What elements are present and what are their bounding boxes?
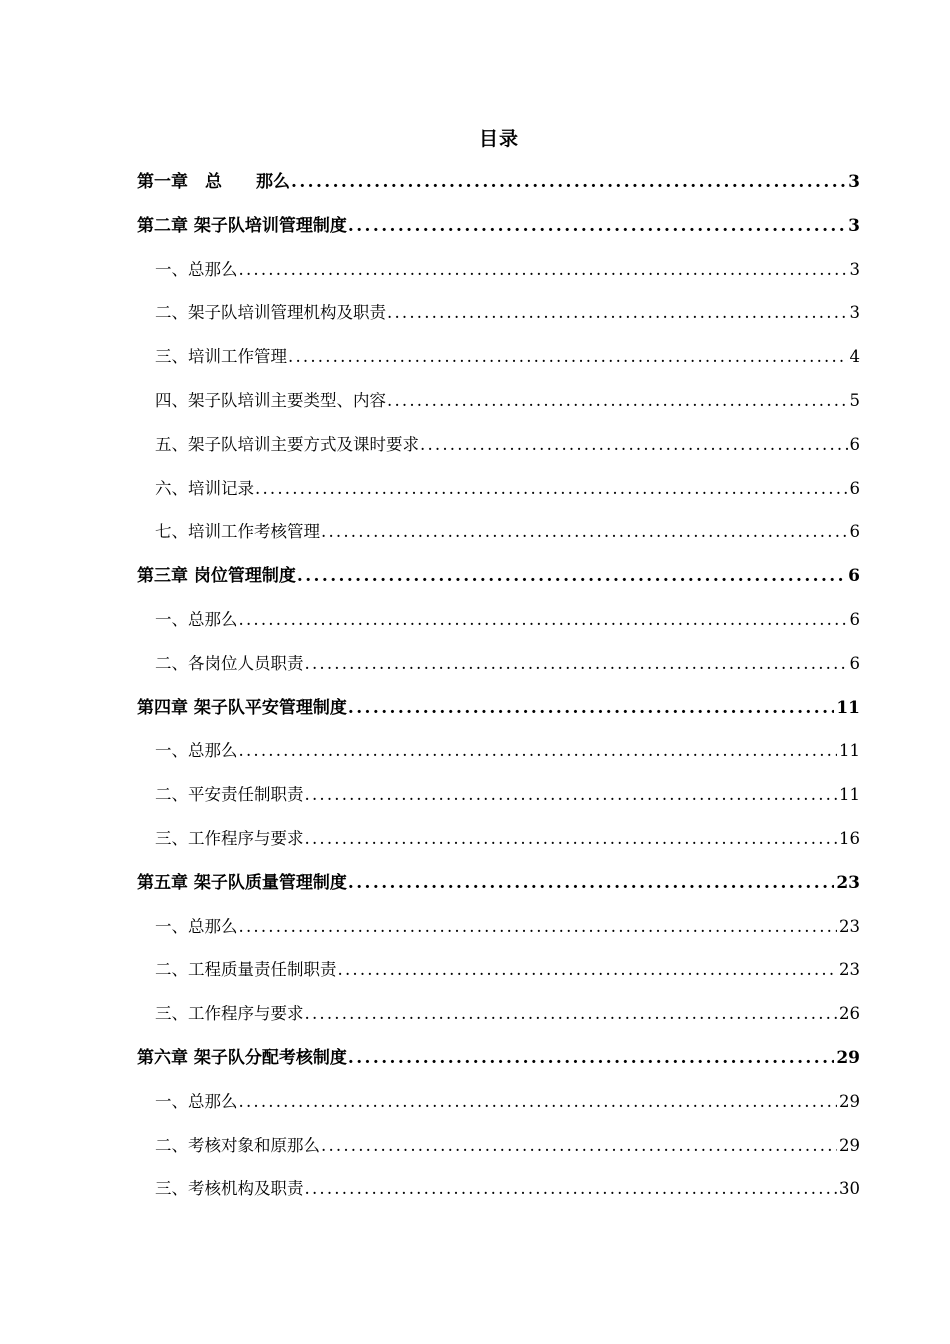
toc-dot-leader [348, 1040, 834, 1076]
toc-page-number: 16 [839, 828, 860, 848]
toc-dot-leader [305, 821, 838, 857]
toc-title: 目录 [478, 128, 519, 150]
toc-page-number: 6 [848, 566, 860, 587]
toc-entry-label: 第一章 总 那么 [137, 172, 290, 192]
toc-entry-label: 第五章 架子队质量管理制度 [137, 872, 347, 893]
toc-dot-leader [305, 996, 838, 1032]
toc-chapter-entry[interactable] [137, 164, 860, 208]
toc-page-number: 26 [839, 1004, 860, 1024]
toc-page-number: 11 [839, 785, 860, 805]
toc-dot-leader [305, 1171, 838, 1207]
toc-dot-leader [239, 909, 838, 945]
toc-entry-label: 一、总那么 [155, 609, 238, 629]
toc-section-entry[interactable] [137, 1128, 860, 1172]
toc-entry-label: 第四章 架子队平安管理制度 [137, 697, 347, 718]
toc-dot-leader [420, 427, 848, 463]
toc-section-entry[interactable] [137, 427, 860, 471]
toc-dot-leader [305, 777, 838, 813]
toc-entry-label: 二、架子队培训管理机构及职责 [155, 303, 386, 323]
toc-page-number: 11 [836, 697, 860, 718]
toc-chapter-entry[interactable] [137, 208, 860, 252]
toc-section-entry[interactable] [137, 1171, 860, 1215]
toc-entry-label: 一、总那么 [155, 1091, 238, 1111]
toc-entry-label: 六、培训记录 [155, 478, 254, 498]
toc-entry-label: 二、平安责任制职责 [155, 785, 304, 805]
toc-entry-label: 四、架子队培训主要类型、内容 [155, 390, 386, 410]
toc-page-number: 6 [849, 434, 860, 454]
toc-dot-leader [255, 471, 848, 507]
toc-page-number: 5 [849, 390, 860, 410]
toc-page-number: 6 [849, 653, 860, 673]
toc-page-number: 23 [839, 960, 860, 980]
toc-page-number: 6 [849, 522, 860, 542]
toc-dot-leader [321, 514, 848, 550]
toc-dot-leader [321, 1128, 837, 1164]
toc-section-entry[interactable] [137, 733, 860, 777]
toc-section-entry[interactable] [137, 339, 860, 383]
toc-entry-label: 一、总那么 [155, 741, 238, 761]
toc-entry-label: 五、架子队培训主要方式及课时要求 [155, 434, 419, 454]
toc-page-number: 30 [839, 1179, 860, 1199]
toc-section-entry[interactable] [137, 646, 860, 690]
toc-dot-leader [239, 733, 838, 769]
toc-entry-label: 第三章 岗位管理制度 [137, 566, 296, 587]
toc-dot-leader [239, 252, 848, 288]
toc-dot-leader [297, 558, 846, 594]
toc-page-number: 6 [849, 478, 860, 498]
toc-entry-label: 三、工作程序与要求 [155, 1004, 304, 1024]
toc-section-entry[interactable] [137, 1084, 860, 1128]
toc-entry-label: 二、考核对象和原那么 [155, 1135, 320, 1155]
toc-dot-leader [239, 1084, 838, 1120]
toc-entry-label: 一、总那么 [155, 916, 238, 936]
toc-dot-leader [387, 295, 848, 331]
toc-page-number: 29 [839, 1135, 860, 1155]
toc-section-entry[interactable] [137, 821, 860, 865]
toc-entry-label: 三、考核机构及职责 [155, 1179, 304, 1199]
toc-section-entry[interactable] [137, 952, 860, 996]
toc-page-number: 6 [849, 609, 860, 629]
toc-page-number: 23 [839, 916, 860, 936]
toc-entry-label: 第六章 架子队分配考核制度 [137, 1047, 347, 1068]
toc-dot-leader [291, 164, 846, 200]
toc-entry-label: 三、培训工作管理 [155, 347, 287, 367]
toc-entry-label: 一、总那么 [155, 259, 238, 279]
toc-entry-label: 第二章 架子队培训管理制度 [137, 215, 347, 236]
toc-dot-leader [338, 952, 838, 988]
toc-section-entry[interactable] [137, 295, 860, 339]
toc-section-entry[interactable] [137, 383, 860, 427]
toc-section-entry[interactable] [137, 252, 860, 296]
toc-dot-leader [387, 383, 848, 419]
toc-chapter-entry[interactable] [137, 690, 860, 734]
toc-dot-leader [348, 865, 834, 901]
toc-section-entry[interactable] [137, 996, 860, 1040]
toc-chapter-entry[interactable] [137, 558, 860, 602]
toc-page-number: 11 [839, 741, 860, 761]
toc-section-entry[interactable] [137, 471, 860, 515]
toc-page-number: 3 [849, 303, 860, 323]
toc-list [137, 164, 860, 1215]
toc-chapter-entry[interactable] [137, 865, 860, 909]
toc-page-number: 4 [849, 347, 860, 367]
toc-section-entry[interactable] [137, 514, 860, 558]
toc-page-number: 29 [836, 1047, 860, 1068]
toc-section-entry[interactable] [137, 602, 860, 646]
toc-dot-leader [305, 646, 848, 682]
toc-entry-label: 二、工程质量责任制职责 [155, 960, 337, 980]
toc-chapter-entry[interactable] [137, 1040, 860, 1084]
toc-page-number: 3 [849, 259, 860, 279]
toc-dot-leader [239, 602, 848, 638]
toc-entry-label: 二、各岗位人员职责 [155, 653, 304, 673]
toc-page-number: 3 [848, 172, 860, 192]
toc-section-entry[interactable] [137, 909, 860, 953]
toc-entry-label: 三、工作程序与要求 [155, 828, 304, 848]
toc-page-number: 3 [848, 215, 860, 236]
toc-dot-leader [348, 690, 834, 726]
toc-entry-label: 七、培训工作考核管理 [155, 522, 320, 542]
toc-page-number: 29 [839, 1091, 860, 1111]
toc-dot-leader [348, 208, 846, 244]
toc-section-entry[interactable] [137, 777, 860, 821]
toc-page-number: 23 [836, 872, 860, 893]
toc-dot-leader [288, 339, 848, 375]
